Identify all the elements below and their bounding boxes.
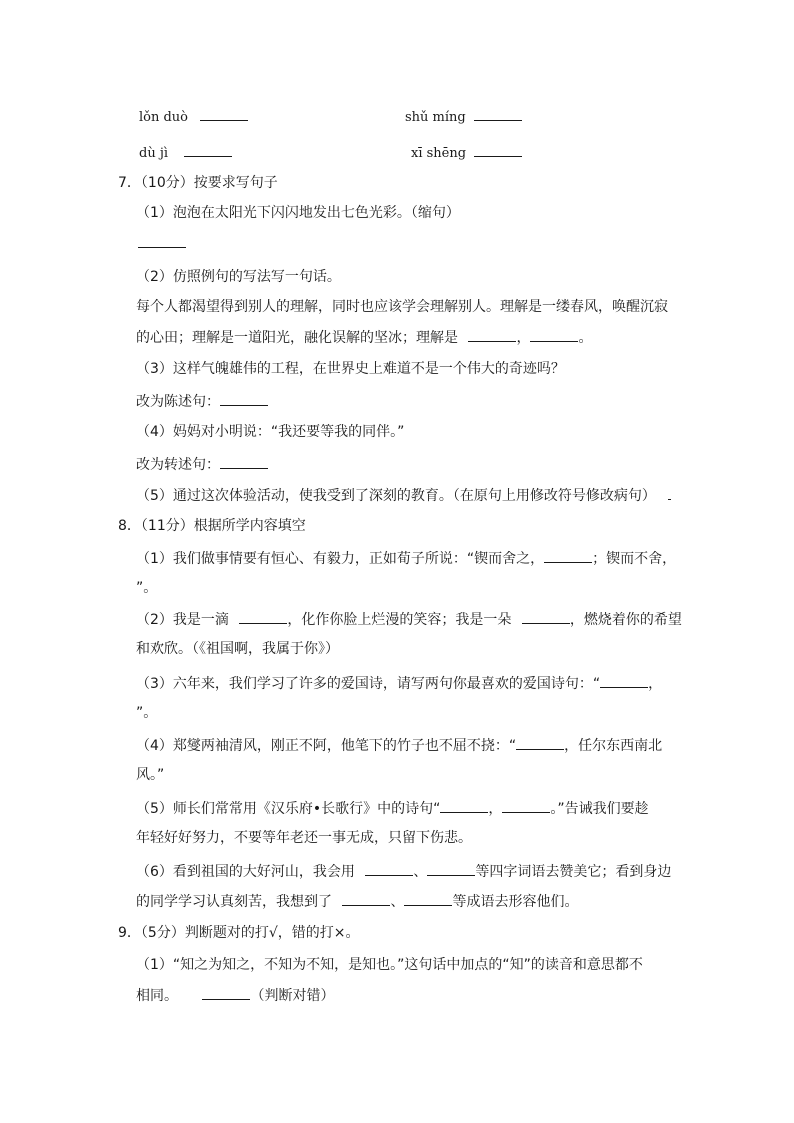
- q7-sub3-answer: 改为陈述句：: [136, 392, 268, 411]
- q8-sub6-cont: 的同学学习认真刻苦，我想到了 、 等成语去形容他们。: [136, 894, 579, 910]
- q8-sub4-cont: 风。”: [136, 767, 165, 783]
- answer-blank[interactable]: [516, 736, 564, 750]
- answer-blank[interactable]: [138, 234, 186, 248]
- answer-blank[interactable]: [600, 674, 648, 688]
- answer-blank[interactable]: [468, 328, 516, 342]
- answer-blank[interactable]: [502, 799, 550, 813]
- q8-sub2-cont: 和欢欣。（《祖国啊，我属于你》）: [136, 641, 339, 657]
- q8-sub3-cont: ”。: [136, 705, 158, 721]
- answer-blank[interactable]: [239, 610, 287, 624]
- q7-sub4: （4）妈妈对小明说：“我还要等我的同伴。”: [136, 424, 405, 440]
- q7-sub3: （3）这样气魄雄伟的工程，在世界史上难道不是一个伟大的奇迹吗？: [136, 361, 565, 377]
- pinyin-text: dù jì: [139, 146, 169, 161]
- q7-sub1-answer: [138, 234, 186, 253]
- answer-blank[interactable]: [474, 107, 522, 121]
- answer-blank[interactable]: [202, 986, 250, 1000]
- q7-sub1: （1）泡泡在太阳光下闪闪地发出七色光彩。（缩句）: [136, 205, 460, 221]
- pinyin-item-3: [139, 143, 232, 163]
- pinyin-item-4: [411, 143, 522, 163]
- pinyin-text: xī shēng: [411, 146, 467, 161]
- answer-blank[interactable]: [522, 610, 570, 624]
- pinyin-text: shǔ míng: [405, 110, 466, 125]
- q7-sub2-example-1: 每个人都渴望得到别人的理解，同时也应该学会理解别人。理解是一缕春风，唤醒沉寂: [136, 299, 668, 315]
- answer-blank[interactable]: [404, 892, 452, 906]
- q8-sub6: （6）看到祖国的大好河山，我会用 、 等四字词语去赞美它；看到身边: [136, 864, 672, 880]
- q7-sub5: （5）通过这次体验活动，使我受到了深刻的教育。（在原句上用修改符号修改病句）: [136, 486, 671, 505]
- q8-header: 8．（11分）根据所学内容填空: [118, 518, 306, 534]
- q7-sub4-answer: 改为转述句：: [136, 455, 268, 474]
- q9-header: 9．（5分）判断题对的打√，错的打×。: [118, 925, 360, 941]
- q8-sub2: （2）我是一滴 ，化作你脸上烂漫的笑容；我是一朵 ，燃烧着你的希望: [136, 612, 682, 628]
- q9-sub1: （1）“知之为知之，不知为不知，是知也。”这句话中加点的“知”的读音和意思都不: [136, 957, 643, 973]
- answer-blank[interactable]: [668, 486, 671, 500]
- pinyin-item-1: [139, 107, 248, 127]
- q8-sub5-cont: 年轻好好努力，不要等年老还一事无成，只留下伤悲。: [136, 830, 472, 846]
- answer-blank[interactable]: [342, 892, 390, 906]
- q9-sub1-cont: 相同。 （判断对错）: [136, 988, 335, 1004]
- answer-blank[interactable]: [200, 107, 248, 121]
- answer-blank[interactable]: [530, 328, 578, 342]
- q7-sub2: （2）仿照例句的写法写一句话。: [136, 269, 341, 285]
- pinyin-text: lǒn duò: [139, 110, 189, 125]
- q8-sub3: （3）六年来，我们学习了许多的爱国诗，请写两句你最喜欢的爱国诗句：“ ，: [136, 676, 663, 692]
- q8-sub1: （1）我们做事情要有恒心、有毅力，正如荀子所说：“锲而舍之， ；锲而不舍，: [136, 551, 677, 567]
- answer-blank[interactable]: [544, 549, 592, 563]
- answer-blank[interactable]: [365, 862, 413, 876]
- answer-blank[interactable]: [474, 143, 522, 157]
- answer-blank[interactable]: [220, 455, 268, 469]
- q7-sub2-example-2: 的心田；理解是一道阳光，融化误解的坚冰；理解是 ， 。: [136, 330, 593, 346]
- pinyin-item-2: [405, 107, 522, 127]
- q7-header: 7．（10分）按要求写句子: [118, 175, 278, 191]
- q8-sub4: （4）郑燮两袖清风，刚正不阿，他笔下的竹子也不屈不挠：“ ，任尔东西南北: [136, 738, 663, 754]
- answer-blank[interactable]: [440, 799, 488, 813]
- answer-blank[interactable]: [427, 862, 475, 876]
- answer-blank[interactable]: [184, 143, 232, 157]
- q8-sub5: （5）师长们常常用《汉乐府•长歌行》中的诗句“ ， 。”告诫我们要趁: [136, 801, 649, 817]
- q8-sub1-cont: ”。: [136, 580, 158, 596]
- answer-blank[interactable]: [220, 392, 268, 406]
